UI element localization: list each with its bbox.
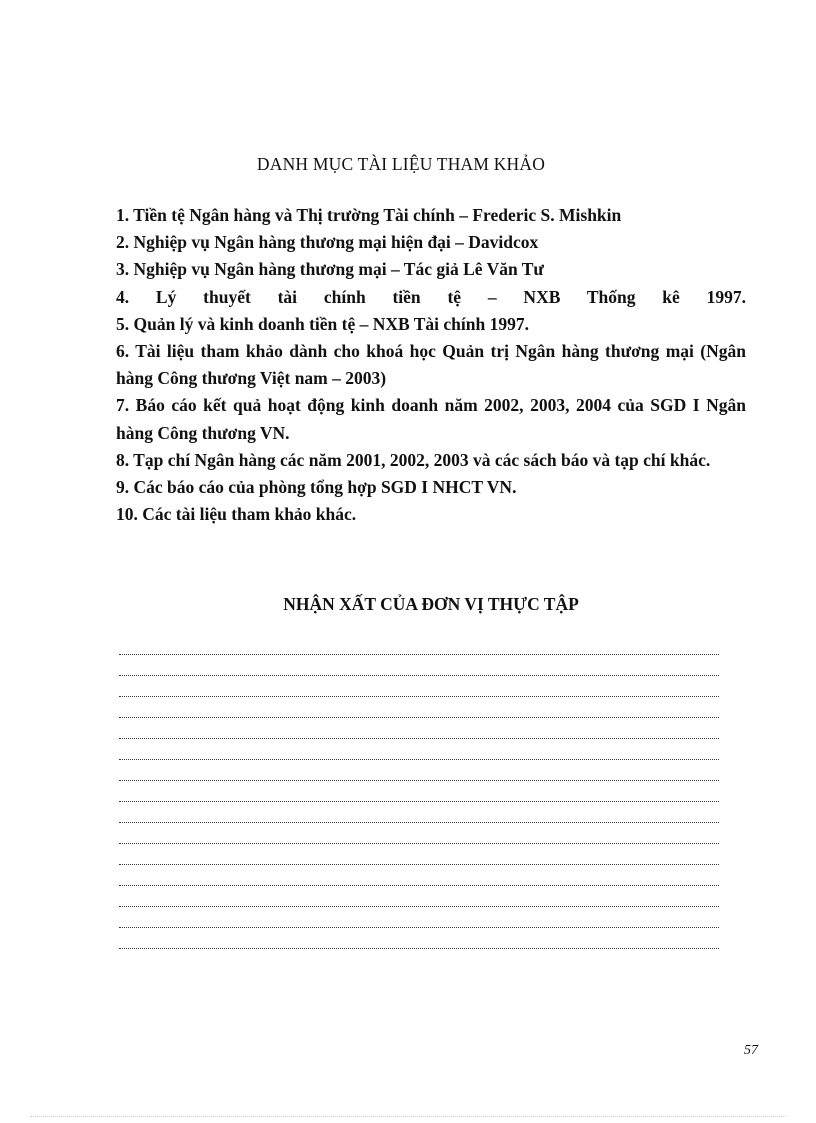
reference-item: 8. Tạp chí Ngân hàng các năm 2001, 2002, 2003 và các sách báo và tạp chí khác. — [116, 449, 711, 470]
blank-dotted-line — [119, 808, 719, 829]
blank-dotted-line — [119, 724, 719, 745]
references-list — [116, 202, 746, 528]
blank-dotted-line — [119, 850, 719, 871]
reference-item: 9. Các báo cáo của phòng tổng hợp SGD I NHCT VN. — [116, 477, 517, 498]
blank-dotted-line — [119, 829, 719, 850]
reference-item: 4. Lý thuyết tài chính tiền tệ – NXB Thống kê 1997. — [116, 286, 746, 307]
comment-lines — [119, 640, 719, 955]
blank-dotted-line — [119, 682, 719, 703]
blank-dotted-line — [119, 766, 719, 787]
blank-dotted-line — [119, 871, 719, 892]
internship-comments-heading: NHẬN XẤT CỦA ĐƠN VỊ THỰC TẬP — [283, 594, 579, 614]
reference-item: 5. Quản lý và kinh doanh tiền tệ – NXB Tài chính 1997. — [116, 313, 529, 334]
reference-item: 6. Tài liệu tham khảo dành cho khoá học Quản trị Ngân hàng thương mại (Ngân hàng Công thương Việt nam – 2003) — [116, 341, 746, 389]
footer-divider — [30, 1116, 786, 1117]
blank-dotted-line — [119, 703, 719, 724]
blank-dotted-line — [119, 661, 719, 682]
reference-item: 2. Nghiệp vụ Ngân hàng thương mại hiện đại – Davidcox — [116, 232, 539, 253]
reference-item: 7. Báo cáo kết quả hoạt động kinh doanh năm 2002, 2003, 2004 của SGD I Ngân hàng Công thương VN. — [116, 395, 746, 443]
blank-dotted-line — [119, 934, 719, 955]
reference-item: 3. Nghiệp vụ Ngân hàng thương mại – Tác giả Lê Văn Tư — [116, 259, 544, 280]
reference-item: 1. Tiền tệ Ngân hàng và Thị trường Tài chính – Frederic S. Mishkin — [116, 205, 622, 225]
blank-dotted-line — [119, 913, 719, 934]
blank-dotted-line — [119, 640, 719, 661]
blank-dotted-line — [119, 787, 719, 808]
blank-dotted-line — [119, 892, 719, 913]
reference-item: 10. Các tài liệu tham khảo khác. — [116, 504, 357, 525]
blank-dotted-line — [119, 745, 719, 766]
page-number: 57 — [744, 1043, 758, 1058]
references-heading: DANH MỤC TÀI LIỆU THAM KHẢO — [256, 154, 546, 174]
